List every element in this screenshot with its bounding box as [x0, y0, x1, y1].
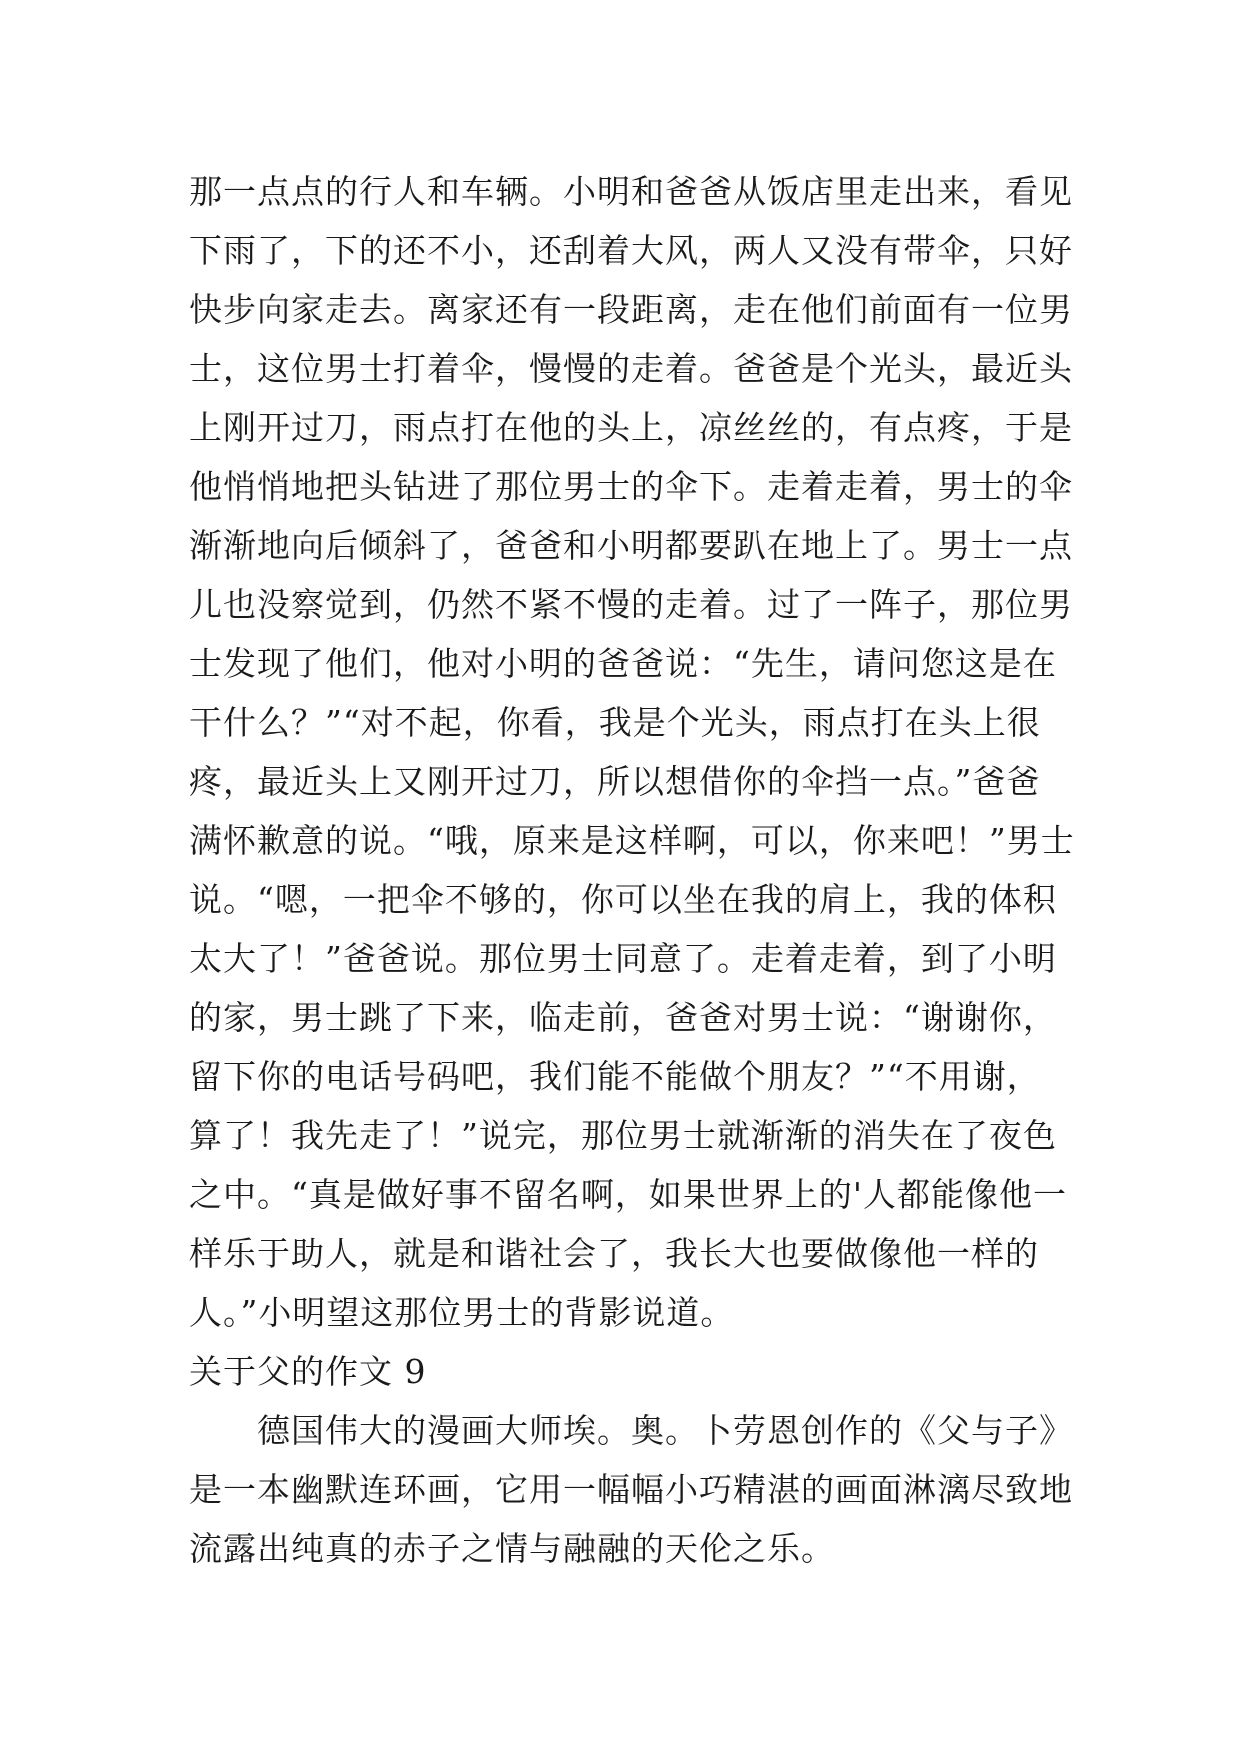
- story-line: 那一点点的行人和车辆。小明和爸爸从饭店里走出来，看见: [189, 172, 1073, 211]
- story-line: 说。“嗯，一把伞不够的，你可以坐在我的肩上，我的体积: [189, 880, 1057, 919]
- essay-line: 流露出纯真的赤子之情与融融的天伦之乐。: [189, 1529, 835, 1568]
- story-line: 的家，男士跳了下来，临走前，爸爸对男士说：“谢谢你，: [189, 998, 1057, 1037]
- story-line: 他悄悄地把头钻进了那位男士的伞下。走着走着，男士的伞: [189, 467, 1073, 506]
- story-line: 留下你的电话号码吧，我们能不能做个朋友？”“不用谢，: [189, 1057, 1041, 1096]
- story-line: 太大了！”爸爸说。那位男士同意了。走着走着，到了小明: [189, 939, 1057, 978]
- story-line: 算了！我先走了！”说完，那位男士就渐渐的消失在了夜色: [189, 1116, 1057, 1155]
- story-line: 满怀歉意的说。“哦，原来是这样啊，可以，你来吧！”男士: [189, 821, 1075, 860]
- story-line: 渐渐地向后倾斜了，爸爸和小明都要趴在地上了。男士一点: [189, 526, 1073, 565]
- story-line: 下雨了，下的还不小，还刮着大风，两人又没有带伞，只好: [189, 231, 1073, 270]
- essay-line: 是一本幽默连环画，它用一幅幅小巧精湛的画面淋漓尽致地: [189, 1470, 1073, 1509]
- document-body: [189, 162, 1089, 1578]
- story-line: 之中。“真是做好事不留名啊，如果世界上的'人都能像他一: [189, 1175, 1067, 1214]
- essay-line: 德国伟大的漫画大师埃。奥。卜劳恩创作的《父与子》: [257, 1411, 1073, 1450]
- story-line: 儿也没察觉到，仍然不紧不慢的走着。过了一阵子，那位男: [189, 585, 1073, 624]
- story-line: 样乐于助人，就是和谐社会了，我长大也要做像他一样的: [189, 1234, 1039, 1273]
- story-line: 上刚开过刀，雨点打在他的头上，凉丝丝的，有点疼，于是: [189, 408, 1073, 447]
- story-line: 疼，最近头上又刚开过刀，所以想借你的伞挡一点。”爸爸: [189, 762, 1041, 801]
- story-line: 士，这位男士打着伞，慢慢的走着。爸爸是个光头，最近头: [189, 349, 1073, 388]
- story-line: 快步向家走去。离家还有一段距离，走在他们前面有一位男: [189, 290, 1073, 329]
- story-line: 士发现了他们，他对小明的爸爸说：“先生，请问您这是在: [189, 644, 1057, 683]
- section-heading: 关于父的作文 9: [189, 1352, 427, 1391]
- story-line: 人。”小明望这那位男士的背影说道。: [189, 1293, 735, 1332]
- story-line: 干什么？”“对不起，你看，我是个光头，雨点打在头上很: [189, 703, 1041, 742]
